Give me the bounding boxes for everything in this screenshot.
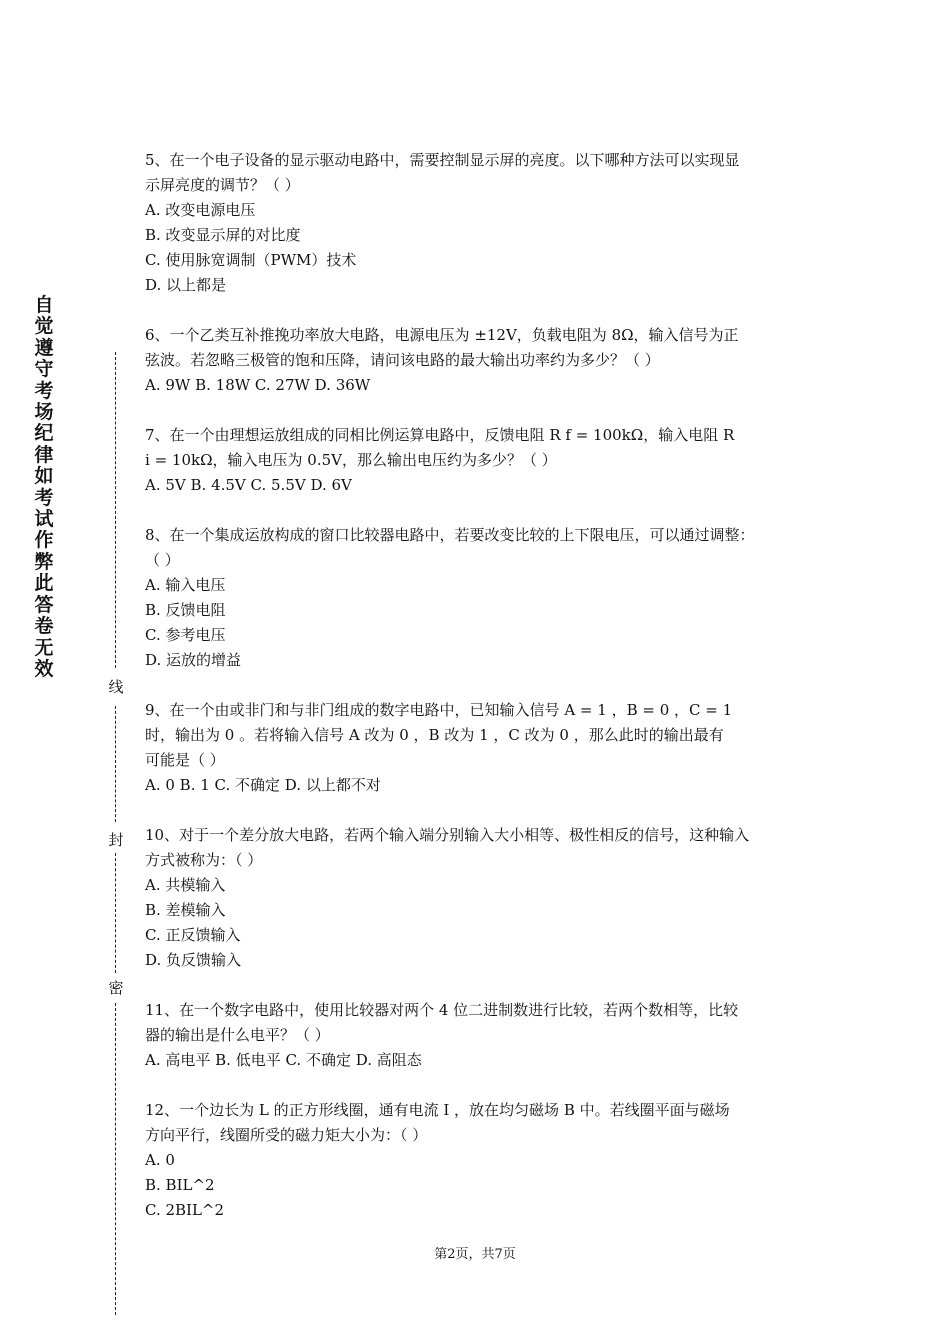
side-note: 自觉遵守考场纪律如考试作弊此答卷无效	[34, 294, 54, 680]
question-stem: 6、一个乙类互补推挽功率放大电路，电源电压为 ±12V，负载电阻为 8Ω，输入信号为正	[145, 326, 739, 344]
question-8	[145, 523, 810, 673]
seal-label-line: 线	[106, 677, 126, 697]
binding-dashed-line	[115, 853, 116, 973]
options: A. 高电平 B. 低电平 C. 不确定 D. 高阻态	[145, 1051, 422, 1069]
question-stem: （ ）	[145, 551, 180, 569]
question-stem: 方向平行，线圈所受的磁力矩大小为：（ ）	[145, 1126, 428, 1144]
option-a: A. 0	[145, 1151, 175, 1169]
binding-dashed-line	[115, 352, 116, 668]
binding-dashed-line	[115, 1003, 116, 1315]
option-b: B. 差模输入	[145, 901, 226, 919]
binding-dashed-line	[115, 706, 116, 822]
question-5	[145, 148, 810, 298]
question-stem: 10、对于一个差分放大电路，若两个输入端分别输入大小相等、极性相反的信号，这种输入	[145, 826, 750, 844]
seal-label-seal: 封	[106, 830, 126, 850]
options: A. 9W B. 18W C. 27W D. 36W	[145, 376, 371, 394]
question-12	[145, 1098, 810, 1223]
question-9	[145, 698, 810, 798]
question-10	[145, 823, 810, 973]
option-d: D. 以上都是	[145, 276, 227, 294]
question-stem: 弦波。若忽略三极管的饱和压降，请问该电路的最大输出功率约为多少？（ ）	[145, 351, 660, 369]
seal-label-secret: 密	[106, 978, 126, 998]
question-stem: 器的输出是什么电平？（ ）	[145, 1026, 330, 1044]
question-stem: 时，输出为 0 。若将输入信号 A 改为 0 ，B 改为 1 ，C 改为 0 ，那么此时的输出最有	[145, 726, 724, 744]
option-c: C. 参考电压	[145, 626, 226, 644]
option-c: C. 正反馈输入	[145, 926, 241, 944]
option-a: A. 共模输入	[145, 876, 226, 894]
option-d: D. 负反馈输入	[145, 951, 242, 969]
options: A. 0 B. 1 C. 不确定 D. 以上都不对	[145, 776, 381, 794]
question-stem: 方式被称为：（ ）	[145, 851, 263, 869]
question-stem: 8、在一个集成运放构成的窗口比较器电路中，若要改变比较的上下限电压，可以通过调整：	[145, 526, 755, 544]
question-stem: 12、一个边长为 L 的正方形线圈，通有电流 I ，放在均匀磁场 B 中。若线圈平面与磁场	[145, 1101, 730, 1119]
question-stem: i = 10kΩ，输入电压为 0.5V，那么输出电压约为多少？（ ）	[145, 451, 557, 469]
option-a: A. 输入电压	[145, 576, 226, 594]
question-stem: 可能是（ ）	[145, 751, 225, 769]
option-b: B. 改变显示屏的对比度	[145, 226, 301, 244]
question-stem: 7、在一个由理想运放组成的同相比例运算电路中，反馈电阻 R f = 100kΩ，输入电阻 R	[145, 426, 735, 444]
option-b: B. 反馈电阻	[145, 601, 226, 619]
question-6	[145, 323, 810, 398]
option-c: C. 使用脉宽调制（PWM）技术	[145, 251, 357, 269]
option-d: D. 运放的增益	[145, 651, 242, 669]
question-list	[145, 148, 810, 1248]
question-stem: 5、在一个电子设备的显示驱动电路中，需要控制显示屏的亮度。以下哪种方法可以实现显	[145, 151, 740, 169]
option-c: C. 2BIL^2	[145, 1201, 225, 1219]
question-stem: 示屏亮度的调节？（ ）	[145, 176, 300, 194]
question-stem: 9、在一个由或非门和与非门组成的数字电路中，已知输入信号 A = 1 ，B = 0 ，C = 1	[145, 701, 733, 719]
question-7	[145, 423, 810, 498]
question-stem: 11、在一个数字电路中，使用比较器对两个 4 位二进制数进行比较，若两个数相等，比较	[145, 1001, 739, 1019]
page-footer: 第2页，共7页	[434, 1247, 516, 1262]
option-b: B. BIL^2	[145, 1176, 215, 1194]
options: A. 5V B. 4.5V C. 5.5V D. 6V	[145, 476, 352, 494]
question-11	[145, 998, 810, 1073]
option-a: A. 改变电源电压	[145, 201, 256, 219]
